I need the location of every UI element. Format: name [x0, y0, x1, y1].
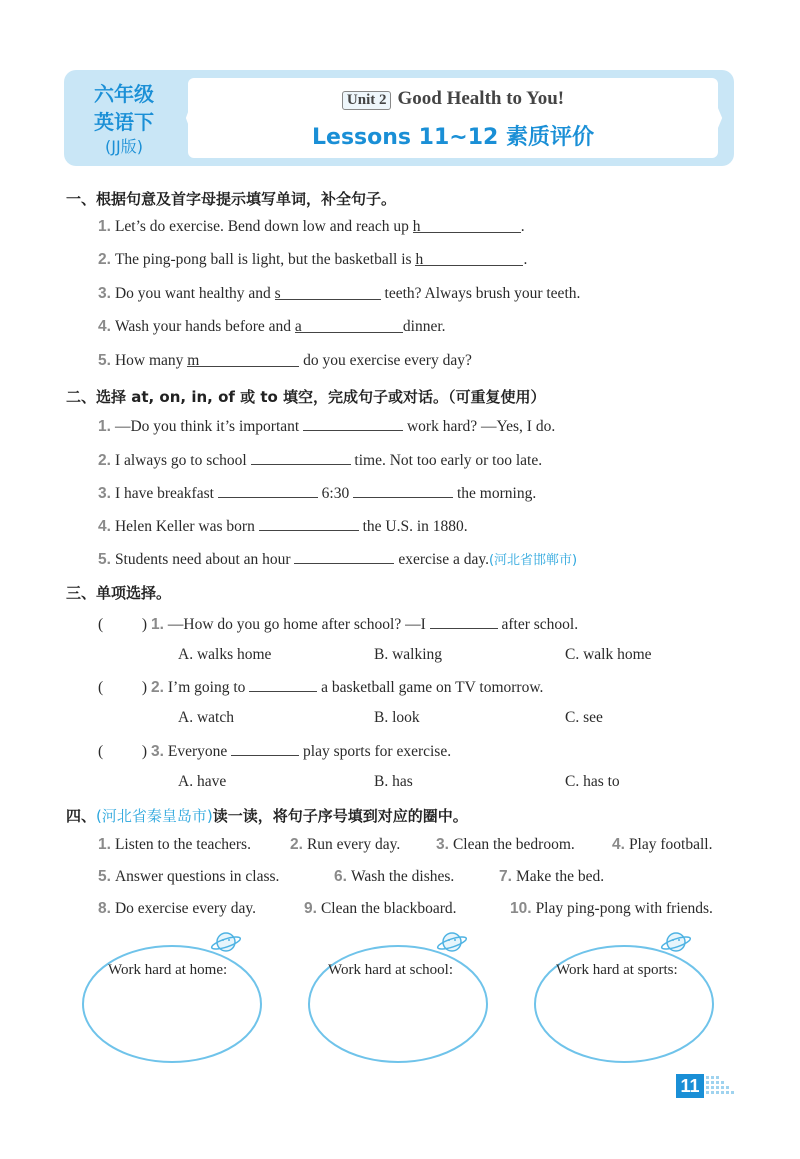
- question-text: —Do you think it’s important: [114, 418, 304, 435]
- list-item: [304, 900, 457, 918]
- s3-question-3: [98, 741, 451, 761]
- s3-question-1: [98, 614, 578, 634]
- s1-question-2: [98, 251, 527, 269]
- question-text-end: teeth? Always brush your teeth.: [380, 285, 581, 302]
- question-text-end: the morning.: [453, 485, 537, 502]
- item-text: Play ping-pong with friends.: [535, 900, 713, 917]
- section3-title: 三、单项选择。: [66, 584, 172, 602]
- item-text: Make the bed.: [515, 868, 605, 885]
- s2-question-1: [98, 416, 555, 436]
- question-text-end: exercise a day.: [394, 551, 489, 568]
- option-c: C. see: [565, 709, 603, 726]
- question-text: I’m going to: [167, 679, 250, 696]
- question-number: 2.: [98, 452, 111, 469]
- question-text: Wash your hands before and: [114, 318, 295, 335]
- item-number: 1.: [98, 836, 111, 853]
- answer-blank[interactable]: [303, 416, 403, 431]
- section4-prefix: 四、: [66, 807, 97, 825]
- item-number: 4.: [612, 836, 625, 853]
- s1-question-5: [98, 352, 472, 370]
- question-text-end: the U.S. in 1880.: [358, 518, 468, 535]
- home-circle[interactable]: [76, 926, 276, 1066]
- question-number: 3.: [98, 485, 111, 502]
- question-text-end: work hard? —Yes, I do.: [403, 418, 556, 435]
- option-c: C. walk home: [565, 646, 652, 663]
- option-a: A. walks home: [178, 646, 272, 663]
- edition-label: (JJ版): [105, 137, 143, 156]
- question-number: 5.: [98, 551, 111, 568]
- question-text: Students need about an hour: [114, 551, 295, 568]
- item-number: 6.: [334, 868, 347, 885]
- s1-question-3: [98, 285, 580, 303]
- item-number: 8.: [98, 900, 111, 917]
- hint-letter: h: [412, 218, 421, 235]
- list-item: [290, 836, 400, 854]
- unit-line: [188, 88, 718, 110]
- list-item: [510, 900, 713, 918]
- section4-instruction: 读一读，将句子序号填到对应的圈中。: [212, 807, 468, 825]
- question-text-end: time. Not too early or too late.: [350, 452, 543, 469]
- question-text-mid: 6:30: [317, 485, 354, 502]
- grade-badge: [64, 70, 184, 166]
- answer-blank: [249, 677, 317, 692]
- item-text: Listen to the teachers.: [114, 836, 251, 853]
- s2-question-4: [98, 516, 468, 536]
- answer-paren[interactable]: ( ): [98, 616, 148, 633]
- question-text: I have breakfast: [114, 485, 218, 502]
- question-text: Do you want healthy and: [114, 285, 275, 302]
- answer-blank[interactable]: [218, 483, 318, 498]
- title-panel: [188, 78, 718, 158]
- right-chevron-icon: [698, 70, 728, 166]
- answer-blank[interactable]: [275, 285, 381, 300]
- question-number: 4.: [98, 318, 111, 335]
- list-item: [499, 868, 604, 886]
- option-c: C. has to: [565, 773, 620, 790]
- school-circle[interactable]: [300, 926, 500, 1066]
- sports-circle[interactable]: [526, 926, 726, 1066]
- question-text: Helen Keller was born: [114, 518, 259, 535]
- list-item: [98, 900, 256, 918]
- question-number: 5.: [98, 352, 111, 369]
- question-text: I always go to school: [114, 452, 251, 469]
- option-b: B. has: [374, 773, 413, 790]
- planet-icon: [660, 928, 694, 956]
- answer-blank[interactable]: [413, 218, 521, 233]
- question-text: The ping-pong ball is light, but the basketball is: [114, 251, 416, 268]
- list-item: [98, 868, 279, 886]
- item-text: Wash the dishes.: [350, 868, 455, 885]
- question-text-end: dinner.: [402, 318, 446, 335]
- item-number: 9.: [304, 900, 317, 917]
- unit-title: Good Health to You!: [397, 88, 565, 109]
- circle-label-sports: Work hard at sports:: [556, 962, 678, 978]
- answer-blank[interactable]: [187, 352, 299, 367]
- item-text: Clean the bedroom.: [452, 836, 575, 853]
- item-text: Clean the blackboard.: [320, 900, 457, 917]
- lesson-title: Lessons 11~12 素质评价: [312, 125, 594, 150]
- answer-paren[interactable]: ( ): [98, 679, 148, 696]
- question-number: 3.: [150, 743, 164, 760]
- hint-letter: a: [294, 318, 302, 335]
- question-text-end: .: [520, 218, 525, 235]
- section4-title: [66, 805, 468, 826]
- header-banner: [64, 70, 734, 166]
- subject-label: 英语下: [94, 110, 154, 134]
- question-text-end: do you exercise every day?: [299, 352, 472, 369]
- item-text: Play football.: [628, 836, 713, 853]
- answer-blank: [231, 741, 299, 756]
- answer-paren[interactable]: ( ): [98, 743, 148, 760]
- page-dots-icon: [704, 1074, 736, 1098]
- grade-label: 六年级: [94, 82, 154, 106]
- item-number: 5.: [98, 868, 111, 885]
- list-item: [334, 868, 454, 886]
- question-text-end: after school.: [497, 616, 579, 633]
- question-text: Everyone: [167, 743, 232, 760]
- list-item: [98, 836, 251, 854]
- s2-question-2: [98, 450, 542, 470]
- answer-blank[interactable]: [295, 318, 403, 333]
- item-number: 10.: [510, 900, 532, 917]
- item-number: 2.: [290, 836, 303, 853]
- left-chevron-icon: [182, 70, 206, 166]
- list-item: [436, 836, 575, 854]
- list-item: [612, 836, 712, 854]
- question-number: 2.: [98, 251, 111, 268]
- question-text-end: play sports for exercise.: [299, 743, 452, 760]
- answer-blank[interactable]: [415, 251, 523, 266]
- s2-question-3: [98, 483, 536, 503]
- unit-label: Unit 2: [342, 91, 392, 110]
- question-text: —How do you go home after school? —I: [167, 616, 430, 633]
- source-tag: (河北省秦皇岛市): [96, 807, 213, 825]
- answer-blank[interactable]: [294, 549, 394, 564]
- question-number: 4.: [98, 518, 111, 535]
- circle-label-school: Work hard at school:: [328, 962, 454, 978]
- hint-letter: s: [274, 285, 281, 302]
- question-text: How many: [114, 352, 188, 369]
- question-number: 1.: [98, 418, 111, 435]
- item-text: Answer questions in class.: [114, 868, 280, 885]
- s2-question-5: [98, 549, 577, 569]
- question-text: Let’s do exercise. Bend down low and reach up: [114, 218, 413, 235]
- answer-blank: [430, 614, 498, 629]
- hint-letter: h: [415, 251, 424, 268]
- s1-question-4: [98, 318, 446, 336]
- planet-icon: [210, 928, 244, 956]
- item-text: Run every day.: [306, 836, 401, 853]
- section1-title: 一、根据句意及首字母提示填写单词，补全句子。: [66, 190, 397, 208]
- option-b: B. look: [374, 709, 420, 726]
- planet-icon: [436, 928, 470, 956]
- section2-title: 二、选择 at, on, in, of 或 to 填空，完成句子或对话。（可重复使用）: [66, 388, 546, 406]
- s3-question-2: [98, 677, 543, 697]
- option-a: A. have: [178, 773, 227, 790]
- item-text: Do exercise every day.: [114, 900, 256, 917]
- circle-label-home: Work hard at home:: [108, 962, 228, 978]
- question-number: 1.: [98, 218, 111, 235]
- page-number: 11: [676, 1074, 704, 1098]
- answer-blank[interactable]: [251, 450, 351, 465]
- source-tag: (河北省邯郸市): [488, 553, 578, 568]
- question-number: 1.: [150, 616, 164, 633]
- option-a: A. watch: [178, 709, 234, 726]
- item-number: 3.: [436, 836, 449, 853]
- option-b: B. walking: [374, 646, 443, 663]
- answer-blank[interactable]: [353, 483, 453, 498]
- question-number: 2.: [150, 679, 164, 696]
- question-text-end: .: [523, 251, 528, 268]
- question-number: 3.: [98, 285, 111, 302]
- answer-blank[interactable]: [259, 516, 359, 531]
- item-number: 7.: [499, 868, 512, 885]
- s1-question-1: [98, 218, 525, 236]
- hint-letter: m: [187, 352, 200, 369]
- question-text-end: a basketball game on TV tomorrow.: [317, 679, 544, 696]
